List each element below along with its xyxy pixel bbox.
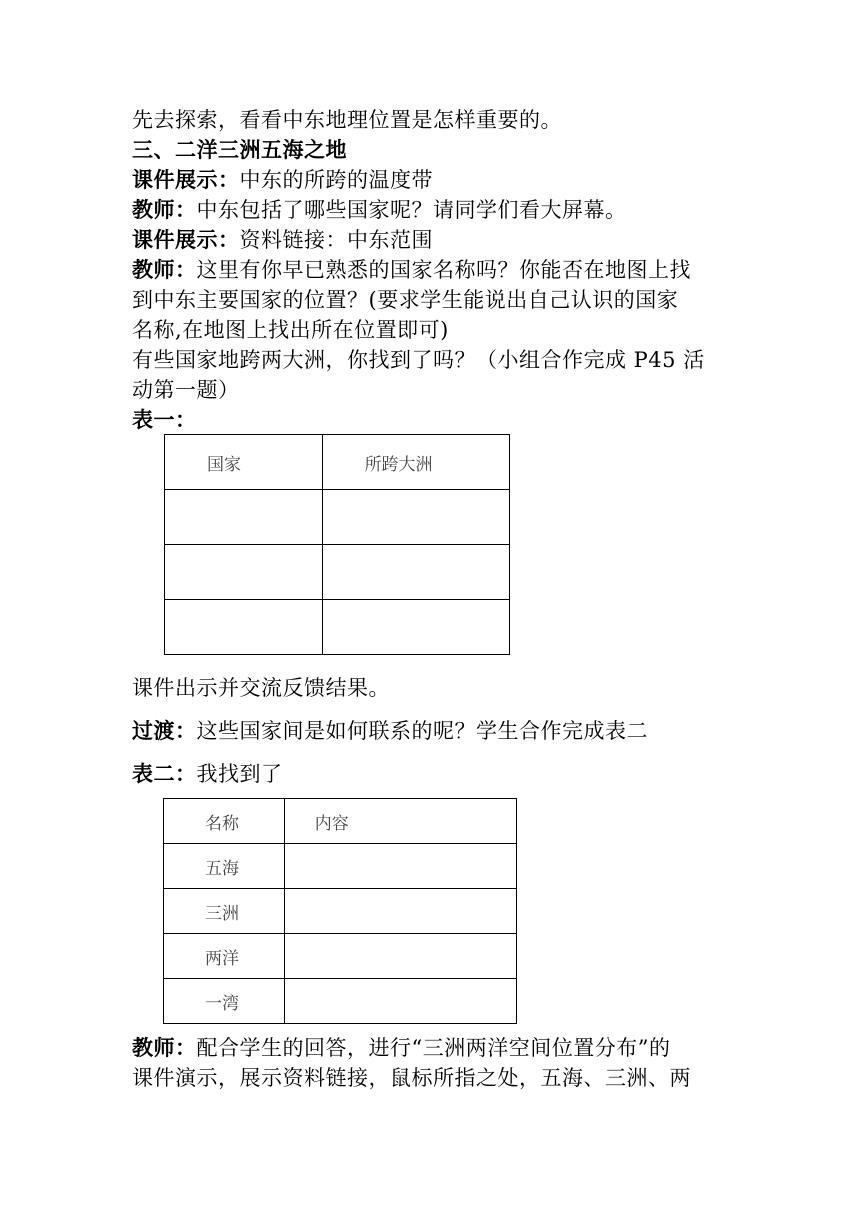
- intro-text: 先去探索，看看中东地理位置是怎样重要的。: [132, 108, 562, 132]
- teacher-text: 中东包括了哪些国家呢？请同学们看大屏幕。: [196, 198, 627, 222]
- paragraph-teacher-1: [132, 196, 627, 224]
- table-row: [165, 490, 510, 545]
- table-row: [164, 889, 517, 934]
- table-cell: [322, 545, 509, 600]
- table-cell: [165, 490, 323, 545]
- teacher-label: 教师：: [132, 197, 197, 222]
- header-country: 国家: [165, 435, 323, 490]
- teacher-label: 教师：: [132, 257, 197, 282]
- paragraph-activity: [132, 346, 705, 374]
- table-cell: [322, 490, 509, 545]
- table2-label: 表二：: [132, 761, 197, 786]
- transition-text: 这些国家间是如何联系的呢？学生合作完成表二: [196, 719, 648, 743]
- courseware-label: 课件展示：: [132, 227, 240, 252]
- activity-text: 动第一题）: [132, 378, 240, 402]
- paragraph-teacher-3-line2: [132, 1064, 691, 1092]
- paragraph-activity-line2: [132, 376, 240, 404]
- table-header-row: [164, 799, 517, 844]
- paragraph-transition: [132, 717, 648, 745]
- table-geography: [163, 798, 517, 1024]
- table-cell: [284, 844, 516, 889]
- table-countries: [164, 434, 510, 655]
- section-heading: [132, 136, 347, 164]
- activity-text: 有些国家地跨两大洲，你找到了吗？（小组合作完成 P45 活: [132, 348, 705, 372]
- header-content: 内容: [284, 799, 516, 844]
- heading-text: 三、二洋三洲五海之地: [132, 137, 347, 162]
- table-cell: 五海: [164, 844, 285, 889]
- teacher-text: 到中东主要国家的位置？(要求学生能说出自己认识的国家: [132, 288, 679, 312]
- table-row: [164, 844, 517, 889]
- paragraph-courseware-2: [132, 226, 433, 254]
- teacher-label: 教师：: [132, 1035, 197, 1060]
- teacher-text: 名称,在地图上找出所在位置即可): [132, 318, 449, 342]
- table-cell: 两洋: [164, 934, 285, 979]
- table-cell: [165, 600, 323, 655]
- table-row: [164, 979, 517, 1024]
- paragraph-teacher-2-line2: [132, 286, 678, 314]
- table-row: [165, 600, 510, 655]
- table2-caption-text: 我找到了: [196, 762, 283, 786]
- paragraph-teacher-3: [132, 1034, 670, 1062]
- transition-label: 过渡：: [132, 718, 197, 743]
- table-cell: [284, 934, 516, 979]
- table-row: [165, 545, 510, 600]
- table1-label: 表一：: [132, 407, 197, 432]
- teacher-text: 这里有你早已熟悉的国家名称吗？你能否在地图上找: [196, 258, 691, 282]
- table2-caption: [132, 760, 283, 788]
- teacher-text: 课件演示，展示资料链接，鼠标所指之处，五海、三洲、两: [132, 1066, 691, 1090]
- table-cell: 三洲: [164, 889, 285, 934]
- table-cell: [165, 545, 323, 600]
- feedback-text: 课件出示并交流反馈结果。: [132, 676, 390, 700]
- table-cell: 一湾: [164, 979, 285, 1024]
- header-name: 名称: [164, 799, 285, 844]
- table1-caption: [132, 406, 197, 434]
- paragraph-teacher-2: [132, 256, 691, 284]
- paragraph-courseware-1: [132, 166, 433, 194]
- teacher-text: 配合学生的回答，进行“三洲两洋空间位置分布”的: [196, 1036, 671, 1060]
- courseware-text: 资料链接：中东范围: [239, 228, 433, 252]
- paragraph-feedback: [132, 674, 390, 702]
- table-cell: [284, 889, 516, 934]
- courseware-text: 中东的所跨的温度带: [239, 168, 433, 192]
- table-header-row: [165, 435, 510, 490]
- table-row: [164, 934, 517, 979]
- courseware-label: 课件展示：: [132, 167, 240, 192]
- header-continents: 所跨大洲: [322, 435, 509, 490]
- paragraph-intro: [132, 106, 562, 134]
- paragraph-teacher-2-line3: [132, 316, 449, 344]
- table-cell: [284, 979, 516, 1024]
- table-cell: [322, 600, 509, 655]
